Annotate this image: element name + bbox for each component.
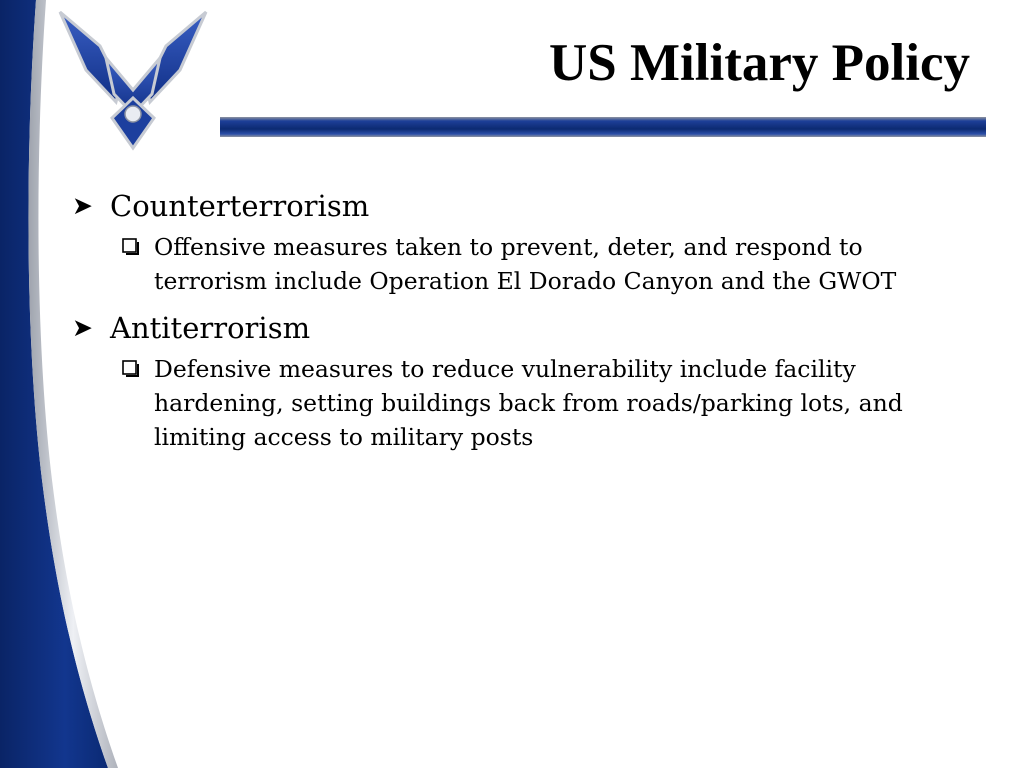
bullet-text: Antiterrorism [110, 311, 311, 345]
arrow-bullet-icon: ➤ [72, 313, 93, 342]
sub-bullet-item [122, 352, 924, 454]
square-bullet-icon [122, 238, 140, 256]
bullet-item [72, 186, 952, 226]
sub-bullet-item [122, 230, 924, 298]
square-bullet-icon [122, 360, 140, 378]
air-force-logo-icon [56, 6, 210, 152]
slide-title: US Military Policy [549, 34, 970, 92]
bullet-text: Counterterrorism [110, 189, 370, 223]
bullet-item [72, 308, 952, 348]
sub-bullet-text: Defensive measures to reduce vulnerability include facility hardening, setting buildings back from roads/parking lots, and limiting access to military posts [154, 355, 903, 451]
sub-bullet-text: Offensive measures taken to prevent, deter, and respond to terrorism include Operation El Dorado Canyon and the GWOT [154, 233, 897, 295]
arrow-bullet-icon: ➤ [72, 191, 93, 220]
title-underline-bar [220, 117, 986, 137]
bullet-list [72, 186, 952, 464]
